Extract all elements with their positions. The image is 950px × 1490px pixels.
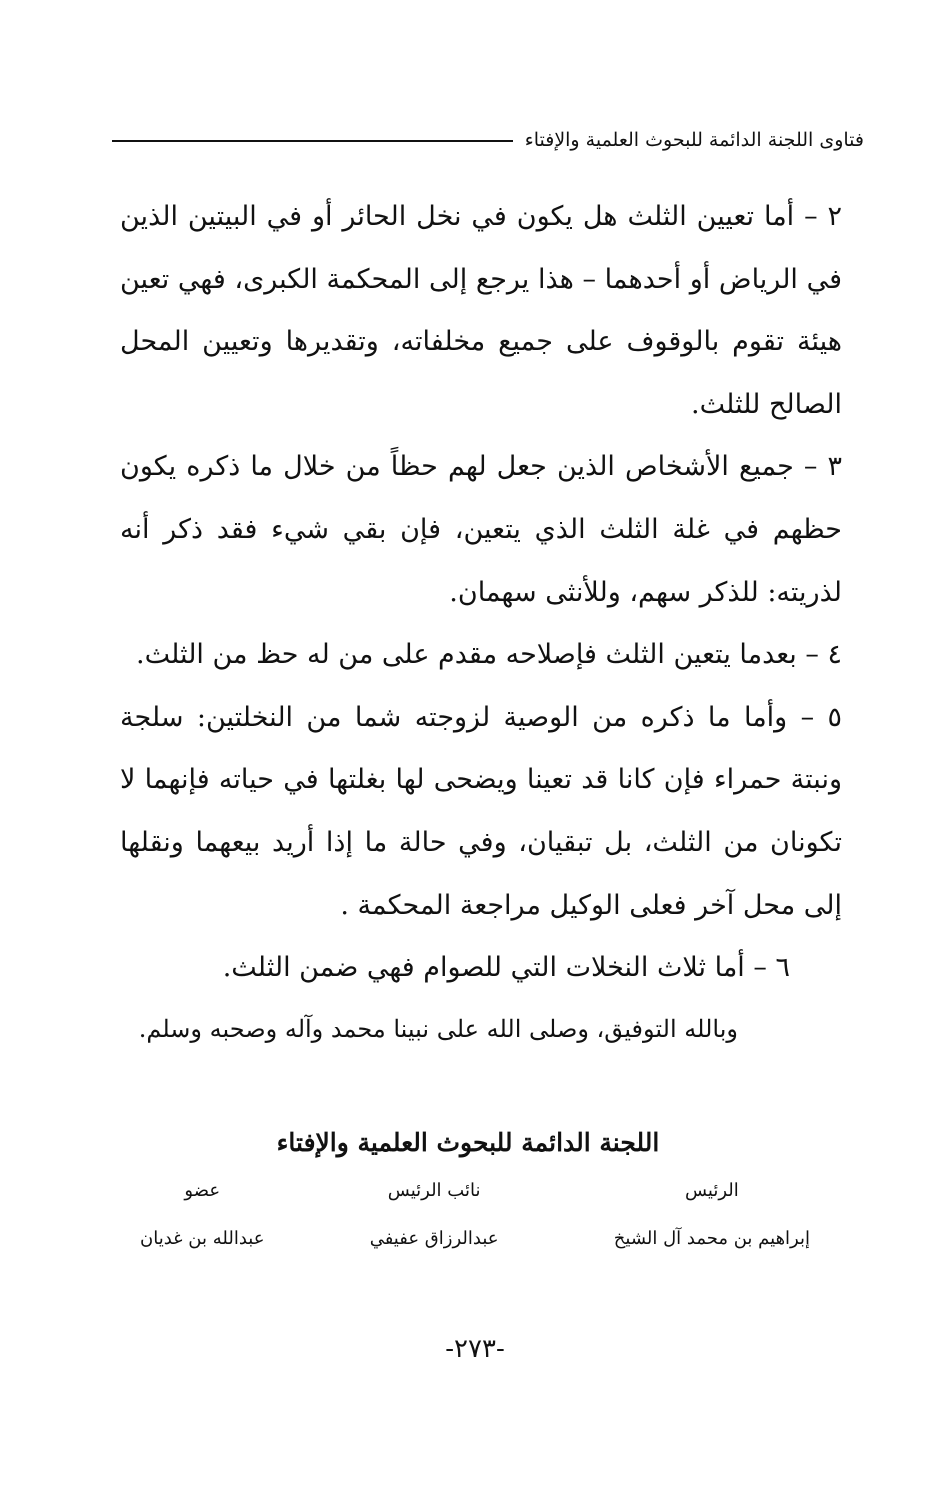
running-header bbox=[112, 122, 864, 158]
signatory-name: إبراهيم بن محمد آل الشيخ bbox=[613, 1228, 810, 1249]
paragraph-item-3: ٣ – جميع الأشخاص الذين جعل لهم حظاً من خلال ما ذكره يكون حظهم في غلة الثلث الذي يتعين، فإن بقي شيء فقد ذكر أنه لذريته: للذكر سهم، وللأنثى سهمان. bbox=[120, 451, 842, 608]
committee-name: اللجنة الدائمة للبحوث العلمية والإفتاء bbox=[276, 1128, 660, 1157]
signatory-member bbox=[140, 1178, 264, 1252]
signatory-chairman bbox=[614, 1178, 810, 1252]
signatory-role: نائب الرئيس bbox=[387, 1180, 481, 1201]
paragraph-item-2: ٢ – أما تعيين الثلث هل يكون في نخل الحائر أو في البيتين الذين في الرياض أو أحدهما – هذا يرجع إلى المحكمة الكبرى، فهي تعين هيئة تقوم بالوقوف على جميع مخلفاته، وتقديرها وتعيين المحل الصالح للثلث. bbox=[120, 201, 842, 420]
signatory-name: عبدالرزاق عفيفي bbox=[369, 1228, 499, 1249]
fatwa-body bbox=[120, 186, 842, 1058]
signatures bbox=[140, 1178, 810, 1252]
signatory-name: عبدالله بن غديان bbox=[140, 1228, 265, 1249]
paragraph-item-4: ٤ – بعدما يتعين الثلث فإصلاحه مقدم على من له حظ من الثلث. bbox=[136, 639, 842, 671]
signatory-vice-chairman bbox=[370, 1178, 499, 1252]
signatory-role: عضو bbox=[184, 1180, 221, 1201]
signatory-role: الرئيس bbox=[684, 1180, 739, 1201]
header-rule bbox=[112, 140, 513, 142]
paragraph-item-5: ٥ – وأما ما ذكره من الوصية لزوجته شما من النخلتين: سلجة ونبتة حمراء فإن كانا قد تعينا ويضحى لها بغلتها في حياته فإنهما لا تكونان من الثلث، بل تبقيان، وفي حالة ما إذا أريد بيعهما ونقلها إلى محل آخر فعلى الوكيل مراجعة المحكمة . bbox=[120, 701, 842, 921]
page-number: -٢٧٣- bbox=[445, 1334, 505, 1364]
paragraph-item-6: ٦ – أما ثلاث النخلات التي للصوام فهي ضمن الثلث. bbox=[222, 952, 790, 984]
running-header-title: فتاوى اللجنة الدائمة للبحوث العلمية والإفتاء bbox=[524, 129, 864, 151]
closing-line: وبالله التوفيق، وصلى الله على نبينا محمد وآله وصحبه وسلم. bbox=[138, 1014, 738, 1043]
